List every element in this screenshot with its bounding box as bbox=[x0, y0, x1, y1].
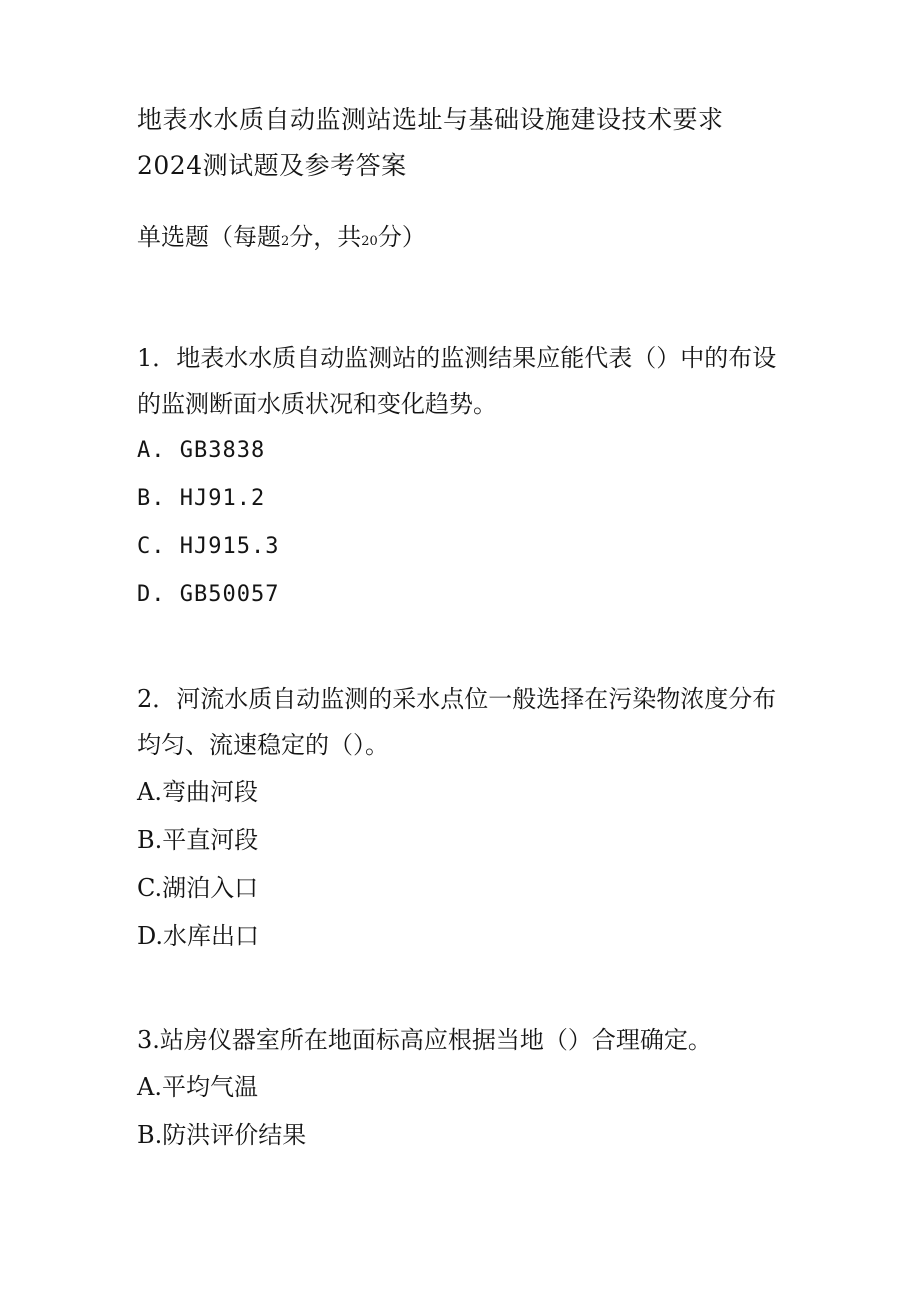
section-prefix: 单选题（每题 bbox=[137, 223, 281, 251]
question-2-option-b: B.平直河段 bbox=[137, 826, 259, 854]
question-2-text: 2．河流水质自动监测的采水点位一般选择在污染物浓度分布均匀、流速稳定的（）。 bbox=[137, 685, 777, 759]
question-1-option-c: C. HJ915.3 bbox=[137, 534, 280, 559]
section-points-total: 20 bbox=[361, 234, 378, 249]
question-1-text: 1．地表水水质自动监测站的监测结果应能代表（）中的布设的监测断面水质状况和变化趋势。 bbox=[137, 344, 777, 418]
question-3-option-b: B.防洪评价结果 bbox=[137, 1121, 307, 1149]
question-2-option-c: C.湖泊入口 bbox=[137, 874, 259, 902]
question-1-option-a: A. GB3838 bbox=[137, 438, 266, 463]
question-2-option-d: D.水库出口 bbox=[137, 922, 260, 950]
question-2 bbox=[137, 676, 787, 960]
section-heading bbox=[137, 220, 426, 259]
section-mid: 分，共 bbox=[289, 223, 362, 251]
question-3-option-a: A.平均气温 bbox=[137, 1073, 258, 1101]
question-1 bbox=[137, 335, 787, 619]
document-title: 地表水水质自动监测站选址与基础设施建设技术要求2024测试题及参考答案 bbox=[137, 105, 724, 180]
question-1-option-b: B. HJ91.2 bbox=[137, 486, 266, 511]
question-1-option-d: D. GB50057 bbox=[137, 582, 280, 607]
question-2-option-a: A.弯曲河段 bbox=[137, 778, 258, 806]
question-3-text: 3.站房仪器室所在地面标高应根据当地（）合理确定。 bbox=[137, 1026, 712, 1054]
section-suffix: 分） bbox=[377, 223, 426, 251]
question-3 bbox=[137, 1017, 787, 1159]
section-points-each: 2 bbox=[281, 234, 290, 249]
